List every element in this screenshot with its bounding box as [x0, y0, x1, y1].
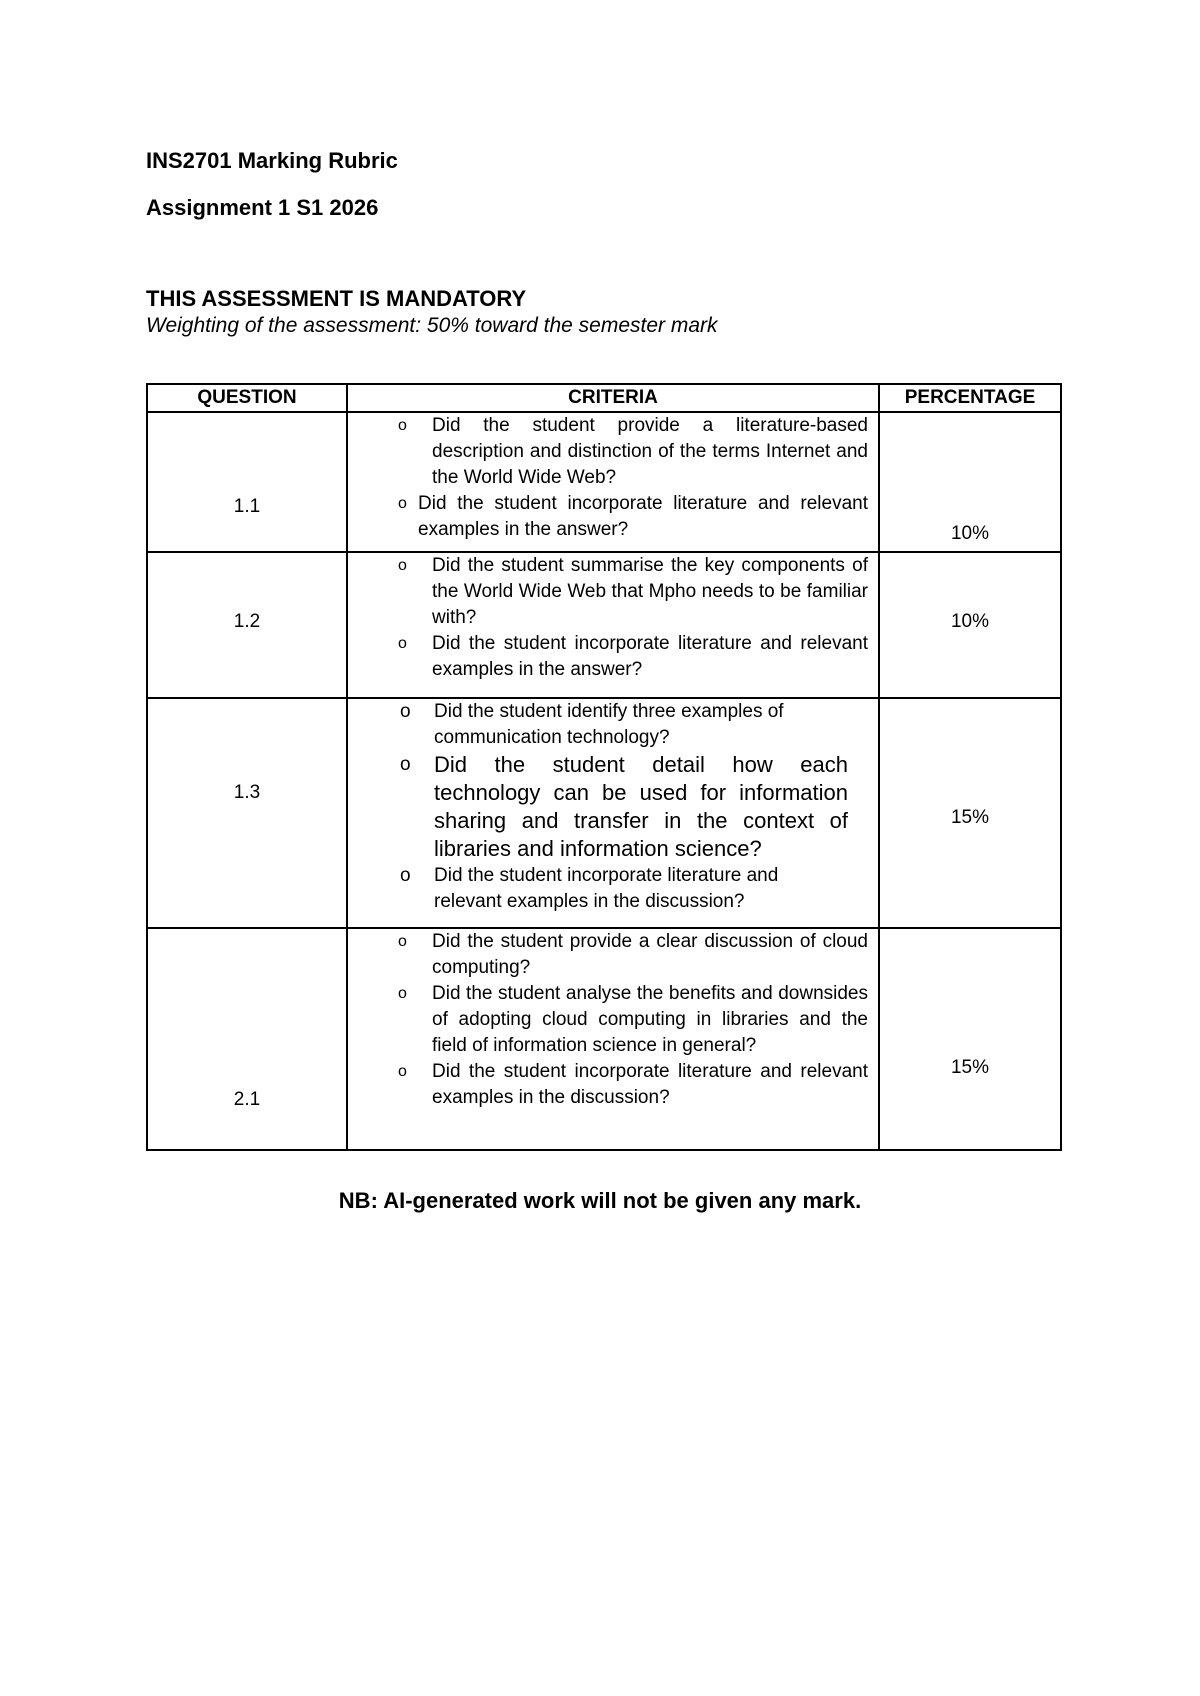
list-item [348, 929, 868, 981]
bullet-icon: o [398, 985, 407, 1002]
criterion-text: Did the student incorporate literature and relevant examples in the answer? [432, 633, 868, 680]
weighting-note: Weighting of the assessment: 50% toward the semester mark [146, 314, 718, 337]
list-item [348, 413, 868, 491]
bullet-icon: o [400, 865, 411, 886]
table-header-row [147, 384, 1061, 412]
bullet-icon: o [398, 495, 407, 512]
list-item [348, 631, 868, 683]
header-percentage: PERCENTAGE [879, 384, 1061, 412]
question-number: 2.1 [233, 1089, 261, 1110]
list-item [348, 1059, 868, 1111]
percentage-cell [879, 412, 1061, 552]
bullet-icon: o [398, 417, 407, 434]
criterion-text: Did the student detail how each technology can be used for information sharing and transfer in the context of libraries and information science? [434, 752, 848, 861]
percentage-value: 10% [950, 523, 990, 544]
criterion-text: Did the student provide a literature-based description and distinction of the terms Internet and the World Wide Web? [432, 415, 868, 488]
ai-work-note: NB: AI-generated work will not be given any mark. [338, 1188, 862, 1213]
criteria-list [348, 553, 878, 685]
percentage-value: 15% [950, 807, 990, 828]
question-cell [147, 412, 347, 552]
criteria-cell [347, 698, 879, 928]
question-cell [147, 928, 347, 1150]
criterion-text: Did the student provide a clear discussion of cloud computing? [432, 931, 868, 978]
table-row [147, 552, 1061, 698]
criterion-text: Did the student analyse the benefits and downsides of adopting cloud computing in libraries and the field of information science in general? [432, 983, 868, 1056]
question-number: 1.2 [233, 611, 261, 632]
table-row [147, 928, 1061, 1150]
bullet-icon: o [398, 635, 407, 652]
bullet-icon: o [398, 557, 407, 574]
table-row [147, 698, 1061, 928]
criterion-text: Did the student identify three examples of communication technology? [434, 701, 784, 748]
question-cell [147, 698, 347, 928]
list-item [348, 863, 848, 915]
list-item [348, 553, 868, 631]
bullet-icon: o [398, 933, 407, 950]
header-question: QUESTION [147, 384, 347, 412]
question-cell [147, 552, 347, 698]
bullet-icon: o [400, 754, 411, 775]
table-row [147, 412, 1061, 552]
percentage-cell [879, 698, 1061, 928]
assignment-title: Assignment 1 S1 2026 [146, 195, 379, 220]
question-number: 1.1 [233, 496, 261, 517]
criterion-text: Did the student summarise the key components of the World Wide Web that Mpho needs to be familiar with? [432, 555, 868, 628]
course-title: INS2701 Marking Rubric [146, 148, 398, 173]
list-item [348, 491, 868, 543]
criteria-cell [347, 552, 879, 698]
bullet-icon: o [398, 1063, 407, 1080]
list-item [348, 699, 848, 751]
mandatory-notice: THIS ASSESSMENT IS MANDATORY [146, 286, 527, 311]
percentage-value: 10% [950, 611, 990, 632]
criteria-list [348, 929, 878, 1113]
list-item [348, 981, 868, 1059]
list-item [348, 751, 848, 863]
criteria-cell [347, 412, 879, 552]
percentage-cell [879, 928, 1061, 1150]
question-number: 1.3 [233, 782, 261, 803]
criteria-list [348, 413, 878, 545]
header-criteria: CRITERIA [347, 384, 879, 412]
bullet-icon: o [400, 701, 411, 722]
criteria-list [348, 699, 878, 917]
criterion-text: Did the student incorporate literature and relevant examples in the discussion? [432, 1061, 868, 1108]
criteria-cell [347, 928, 879, 1150]
percentage-cell [879, 552, 1061, 698]
criterion-text: Did the student incorporate literature and relevant examples in the answer? [418, 493, 868, 540]
marking-rubric-table [146, 383, 1062, 1151]
criterion-text: Did the student incorporate literature and relevant examples in the discussion? [434, 865, 779, 912]
percentage-value: 15% [950, 1057, 990, 1078]
